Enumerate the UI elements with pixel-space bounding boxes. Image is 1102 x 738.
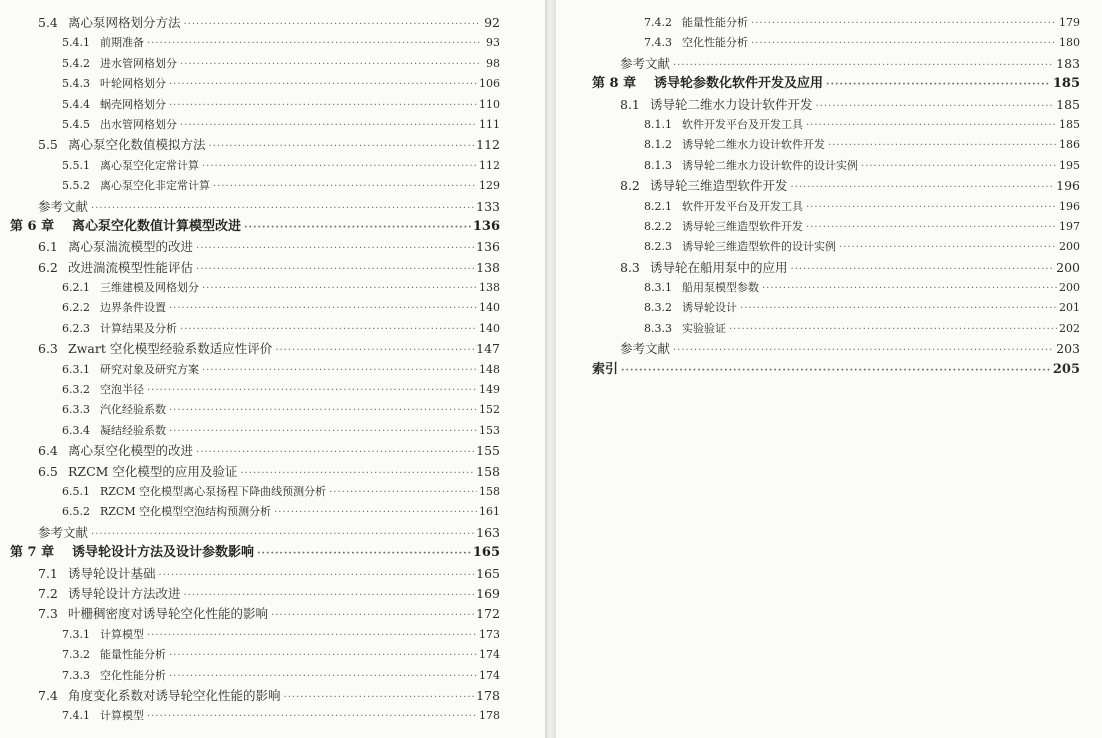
dot-leader (91, 525, 474, 545)
toc-entry[interactable] (10, 278, 500, 298)
toc-entry-title: 边界条件设置 (100, 301, 166, 315)
toc-entry-title: RZCM 空化模型的应用及验证 (68, 463, 238, 479)
toc-entry-title: 索引 (592, 361, 619, 377)
toc-entry-page: 136 (476, 239, 500, 255)
toc-entry-page: 129 (479, 179, 500, 193)
toc-entry[interactable] (10, 298, 500, 318)
toc-entry-page: 200 (1056, 259, 1080, 275)
toc-entry-page: 185 (1052, 76, 1080, 92)
toc-entry-number: 7.4.1 (62, 709, 90, 723)
toc-entry-title: 空化性能分析 (682, 36, 748, 50)
toc-entry-title: 离心泵空化非定常计算 (100, 179, 210, 193)
toc-entry[interactable] (10, 74, 500, 94)
toc-entry-number: 8.2.1 (644, 199, 672, 213)
toc-entry-title: 离心泵空化模型的改进 (68, 443, 194, 459)
dot-leader (196, 260, 474, 280)
toc-entry-number: 6.1 (38, 239, 58, 255)
toc-entry[interactable] (592, 258, 1080, 278)
toc-entry-title: 诱导轮设计方法及设计参数影响 (72, 545, 255, 561)
toc-entry[interactable] (10, 666, 500, 686)
toc-entry-title: 改进湍流模型性能评估 (68, 259, 194, 275)
toc-entry-page: 111 (479, 117, 500, 131)
toc-entry-title: 参考文献 (38, 524, 89, 540)
toc-entry-title: 凝结经验系数 (100, 423, 166, 437)
dot-leader (202, 157, 477, 177)
toc-entry-page: 152 (479, 403, 500, 417)
toc-entry-page: 165 (476, 565, 500, 581)
toc-entry-page: 174 (479, 668, 500, 682)
dot-leader (180, 55, 480, 75)
toc-entry[interactable] (10, 482, 500, 502)
toc-entry-page: 201 (1059, 301, 1080, 315)
toc-entry-number: 6.3.4 (62, 423, 90, 437)
toc-entry-page: 133 (476, 198, 500, 214)
toc-entry-title: 角度变化系数对诱导轮空化性能的影响 (68, 687, 281, 703)
dot-leader (621, 361, 1051, 381)
toc-entry-number: 6.2.3 (62, 321, 90, 335)
toc-entry-title: 参考文献 (620, 55, 671, 71)
toc-entry-number: 8.2.3 (644, 240, 672, 254)
toc-entry[interactable] (592, 156, 1080, 176)
toc-entry-page: 138 (479, 281, 500, 295)
toc-entry-page: 185 (1056, 96, 1080, 112)
toc-entry[interactable] (10, 115, 500, 135)
toc-entry-page: 92 (484, 15, 500, 30)
toc-entry-number: 8.3.3 (644, 321, 672, 335)
toc-entry[interactable] (10, 502, 500, 522)
toc-entry-number: 5.4 (38, 15, 58, 30)
dot-leader (147, 34, 480, 54)
toc-entry-title: 诱导轮设计 (682, 301, 737, 315)
right-page (556, 0, 1102, 738)
toc-entry-page: 197 (1059, 219, 1080, 233)
toc-entry-page: 110 (479, 97, 500, 111)
toc-entry-page: 185 (1059, 117, 1080, 131)
toc-entry-title: 诱导轮三维造型软件的设计实例 (682, 240, 836, 254)
toc-entry-page: 153 (479, 423, 500, 437)
toc-entry[interactable] (10, 706, 500, 726)
toc-entry[interactable] (592, 339, 1080, 359)
dot-leader (729, 320, 1057, 340)
dot-leader (196, 443, 474, 463)
toc-entry-page: 155 (476, 443, 500, 459)
toc-entry-page: 165 (472, 545, 500, 561)
toc-entry[interactable] (592, 74, 1080, 94)
dot-leader (202, 279, 477, 299)
toc-entry-page: 147 (476, 341, 500, 357)
dot-leader (147, 381, 477, 401)
toc-entry[interactable] (10, 95, 500, 115)
toc-entry-number: 5.4.4 (62, 97, 90, 111)
toc-entry[interactable] (10, 176, 500, 196)
toc-entry-number: 8.1.2 (644, 138, 672, 152)
dot-leader (91, 199, 474, 219)
dot-leader (169, 667, 477, 687)
toc-entry-title: 进水管网格划分 (100, 56, 177, 70)
dot-leader (169, 75, 477, 95)
toc-entry-title: 计算结果及分析 (100, 321, 177, 335)
toc-entry-number: 5.4.3 (62, 77, 90, 91)
toc-entry[interactable] (592, 360, 1080, 380)
dot-leader (751, 34, 1057, 54)
toc-entry-title: 诱导轮二维水力设计软件开发 (682, 138, 825, 152)
toc-entry-number: 7.3.2 (62, 648, 90, 662)
dot-leader (806, 198, 1057, 218)
toc-entry-number: 6.5.1 (62, 484, 90, 498)
dot-leader (244, 218, 471, 238)
toc-entry-number: 7.4 (38, 687, 58, 703)
toc-entry[interactable] (592, 54, 1080, 74)
toc-entry-title: 汽化经验系数 (100, 403, 166, 417)
toc-list-right (592, 13, 1080, 380)
toc-entry-page: 180 (1059, 36, 1080, 50)
dot-leader (202, 361, 477, 381)
toc-entry-title: 三维建模及网格划分 (100, 281, 199, 295)
toc-entry[interactable] (10, 197, 500, 217)
toc-entry-page: 112 (476, 137, 500, 153)
toc-entry-page: 174 (479, 648, 500, 662)
toc-entry[interactable] (10, 421, 500, 441)
dot-leader (791, 178, 1055, 198)
toc-entry-number: 5.5.1 (62, 158, 90, 172)
dot-leader (828, 136, 1057, 156)
toc-entry[interactable] (592, 95, 1080, 115)
toc-entry[interactable] (592, 217, 1080, 237)
dot-leader (184, 15, 480, 35)
toc-entry-number: 8.1.3 (644, 158, 672, 172)
toc-entry-page: 186 (1059, 138, 1080, 152)
dot-leader (147, 626, 477, 646)
toc-entry[interactable] (10, 686, 500, 706)
toc-entry-title: Zwart 空化模型经验系数适应性评价 (68, 341, 273, 357)
toc-entry[interactable] (592, 33, 1080, 53)
toc-entry-number: 6.3.1 (62, 362, 90, 376)
toc-entry[interactable] (10, 462, 500, 482)
toc-entry-page: 200 (1059, 240, 1080, 254)
toc-entry-page: 140 (479, 321, 500, 335)
toc-entry-number: 7.3.3 (62, 668, 90, 682)
toc-entry-number: 7.1 (38, 565, 58, 581)
toc-entry-page: 161 (479, 505, 500, 519)
toc-entry-page: 195 (1059, 158, 1080, 172)
dot-leader (180, 116, 477, 136)
dot-leader (329, 483, 477, 503)
toc-entry[interactable] (10, 360, 500, 380)
toc-entry-number: 7.3.1 (62, 627, 90, 641)
toc-entry-title: 计算模型 (100, 627, 144, 641)
dot-leader (751, 14, 1057, 34)
dot-leader (839, 238, 1057, 258)
toc-entry[interactable] (10, 523, 500, 543)
toc-entry-number: 第 8 章 (592, 76, 637, 92)
toc-entry-number: 第 6 章 (10, 218, 55, 234)
toc-entry-title: 能量性能分析 (682, 16, 748, 29)
toc-entry[interactable] (10, 584, 500, 604)
toc-entry-title: 船用泵模型参数 (682, 281, 759, 295)
dot-leader (147, 707, 477, 727)
toc-entry-page: 149 (479, 383, 500, 397)
toc-entry-title: 离心泵空化定常计算 (100, 158, 199, 172)
toc-entry-page: 179 (1059, 16, 1080, 29)
toc-entry-title: 叶轮网格划分 (100, 77, 166, 91)
toc-entry-page: 106 (479, 77, 500, 91)
toc-entry-title: 诱导轮二维水力设计软件的设计实例 (682, 158, 858, 172)
toc-entry-title: 研究对象及研究方案 (100, 362, 199, 376)
toc-entry-number: 7.4.3 (644, 36, 672, 50)
dot-leader (806, 218, 1057, 238)
toc-entry[interactable] (10, 237, 500, 257)
toc-entry[interactable] (10, 33, 500, 53)
dot-leader (284, 688, 475, 708)
toc-entry-page: 136 (472, 218, 500, 234)
dot-leader (169, 422, 477, 442)
dot-leader (673, 341, 1054, 361)
toc-entry-title: 空化性能分析 (100, 668, 166, 682)
toc-entry-page: 178 (476, 687, 500, 703)
toc-entry-number: 5.5 (38, 137, 58, 153)
dot-leader (826, 75, 1051, 95)
toc-entry-title: 软件开发平台及开发工具 (682, 199, 803, 213)
toc-entry-number: 8.2 (620, 178, 640, 194)
dot-leader (257, 544, 471, 564)
dot-leader (196, 239, 474, 259)
toc-list-left (10, 13, 500, 727)
dot-leader (861, 157, 1057, 177)
toc-entry-page: 138 (476, 259, 500, 275)
toc-entry-page: 183 (1056, 55, 1080, 71)
toc-entry-page: 196 (1056, 178, 1080, 194)
toc-entry-number: 8.1 (620, 96, 640, 112)
toc-entry-title: 离心泵空化数值计算模型改进 (72, 218, 242, 234)
toc-entry-title: 诱导轮在船用泵中的应用 (650, 259, 788, 275)
toc-entry-number: 8.3.1 (644, 281, 672, 295)
toc-entry-title: 空泡半径 (100, 383, 144, 397)
toc-entry-page: 163 (476, 524, 500, 540)
toc-entry[interactable] (10, 217, 500, 237)
dot-leader (240, 464, 474, 484)
toc-entry-number: 6.3 (38, 341, 58, 357)
toc-entry-title: 离心泵网格划分方法 (68, 15, 181, 30)
toc-entry[interactable] (10, 13, 500, 33)
toc-entry-number: 6.2 (38, 259, 58, 275)
toc-entry-page: 200 (1059, 281, 1080, 295)
toc-entry-title: 诱导轮三维造型软件开发 (682, 219, 803, 233)
toc-entry-title: 离心泵空化数值模拟方法 (68, 137, 206, 153)
toc-entry-title: 出水管网格划分 (100, 117, 177, 131)
dot-leader (184, 586, 475, 606)
toc-entry-page: 172 (476, 606, 500, 622)
toc-entry-title: 实验验证 (682, 321, 726, 335)
dot-leader (159, 566, 475, 586)
toc-entry-number: 6.3.2 (62, 383, 90, 397)
toc-entry-title: RZCM 空化模型空泡结构预测分析 (100, 505, 272, 519)
toc-entry-page: 178 (479, 709, 500, 723)
toc-entry-number: 6.3.3 (62, 403, 90, 417)
toc-entry[interactable] (10, 645, 500, 665)
toc-entry[interactable] (10, 400, 500, 420)
toc-entry-title: 叶栅稠密度对诱导轮空化性能的影响 (68, 606, 269, 622)
toc-entry-title: 诱导轮参数化软件开发及应用 (654, 76, 824, 92)
toc-entry[interactable] (10, 625, 500, 645)
toc-entry[interactable] (10, 380, 500, 400)
dot-leader (275, 341, 474, 361)
toc-entry-number: 第 7 章 (10, 545, 55, 561)
toc-entry-number: 6.5 (38, 463, 58, 479)
toc-entry[interactable] (10, 604, 500, 624)
toc-entry[interactable] (10, 135, 500, 155)
toc-entry-page: 203 (1056, 341, 1080, 357)
dot-leader (274, 503, 477, 523)
dot-leader (169, 646, 477, 666)
toc-entry-page: 148 (479, 362, 500, 376)
toc-entry-page: 169 (476, 585, 500, 601)
toc-entry-number: 6.2.1 (62, 281, 90, 295)
toc-entry[interactable] (592, 197, 1080, 217)
toc-entry-page: 173 (479, 627, 500, 641)
toc-entry[interactable] (10, 156, 500, 176)
dot-leader (169, 299, 477, 319)
toc-entry-number: 7.4.2 (644, 16, 672, 29)
toc-entry-title: 离心泵湍流模型的改进 (68, 239, 194, 255)
toc-entry[interactable] (592, 135, 1080, 155)
toc-entry-number: 6.5.2 (62, 505, 90, 519)
toc-entry-title: 诱导轮设计基础 (68, 565, 156, 581)
book-gutter (545, 0, 556, 738)
dot-leader (816, 97, 1055, 117)
dot-leader (213, 177, 477, 197)
dot-leader (180, 320, 477, 340)
left-page (0, 0, 545, 738)
toc-entry-title: 软件开发平台及开发工具 (682, 117, 803, 131)
toc-entry-number: 6.4 (38, 443, 58, 459)
dot-leader (169, 401, 477, 421)
toc-entry-number: 6.2.2 (62, 301, 90, 315)
toc-entry-number: 7.3 (38, 606, 58, 622)
dot-leader (762, 279, 1057, 299)
toc-entry[interactable] (10, 54, 500, 74)
toc-entry-page: 112 (479, 158, 500, 172)
toc-entry-number: 5.5.2 (62, 179, 90, 193)
toc-entry[interactable] (10, 319, 500, 339)
dot-leader (169, 96, 477, 116)
toc-entry-page: 158 (476, 463, 500, 479)
toc-entry[interactable] (592, 278, 1080, 298)
toc-entry-number: 8.2.2 (644, 219, 672, 233)
toc-entry-number: 5.4.2 (62, 56, 90, 70)
toc-entry-number: 7.2 (38, 585, 58, 601)
toc-entry-page: 202 (1059, 321, 1080, 335)
toc-entry[interactable] (10, 564, 500, 584)
toc-entry[interactable] (592, 319, 1080, 339)
toc-entry-title: RZCM 空化模型离心泵扬程下降曲线预测分析 (100, 484, 327, 498)
dot-leader (740, 299, 1057, 319)
toc-entry-title: 参考文献 (38, 198, 89, 214)
toc-entry[interactable] (592, 298, 1080, 318)
toc-entry-number: 8.3.2 (644, 301, 672, 315)
dot-leader (209, 137, 475, 157)
dot-leader (271, 606, 474, 626)
toc-entry[interactable] (592, 115, 1080, 135)
toc-entry-page: 93 (486, 36, 500, 50)
toc-entry-title: 能量性能分析 (100, 648, 166, 662)
toc-entry[interactable] (10, 441, 500, 461)
toc-entry-page: 158 (479, 484, 500, 498)
toc-entry[interactable] (10, 258, 500, 278)
toc-entry-title: 参考文献 (620, 341, 671, 357)
toc-entry-title: 前期准备 (100, 36, 144, 50)
toc-entry[interactable] (592, 237, 1080, 257)
toc-entry-number: 5.4.1 (62, 36, 90, 50)
dot-leader (673, 56, 1054, 76)
toc-entry-title: 计算模型 (100, 709, 144, 723)
toc-entry-title: 诱导轮二维水力设计软件开发 (650, 96, 813, 112)
toc-entry[interactable] (10, 543, 500, 563)
toc-entry-number: 8.3 (620, 259, 640, 275)
toc-entry[interactable] (10, 339, 500, 359)
toc-entry-title: 诱导轮三维造型软件开发 (650, 178, 788, 194)
toc-entry-page: 140 (479, 301, 500, 315)
toc-entry[interactable] (592, 176, 1080, 196)
toc-entry-title: 蜗壳网格划分 (100, 97, 166, 111)
dot-leader (806, 116, 1057, 136)
dot-leader (791, 260, 1055, 280)
toc-entry-number: 8.1.1 (644, 117, 672, 131)
toc-entry-number: 5.4.5 (62, 117, 90, 131)
toc-entry[interactable] (592, 13, 1080, 33)
toc-entry-title: 诱导轮设计方法改进 (68, 585, 181, 601)
toc-entry-page: 205 (1052, 361, 1080, 377)
toc-entry-page: 98 (486, 56, 500, 70)
toc-entry-page: 196 (1059, 199, 1080, 213)
